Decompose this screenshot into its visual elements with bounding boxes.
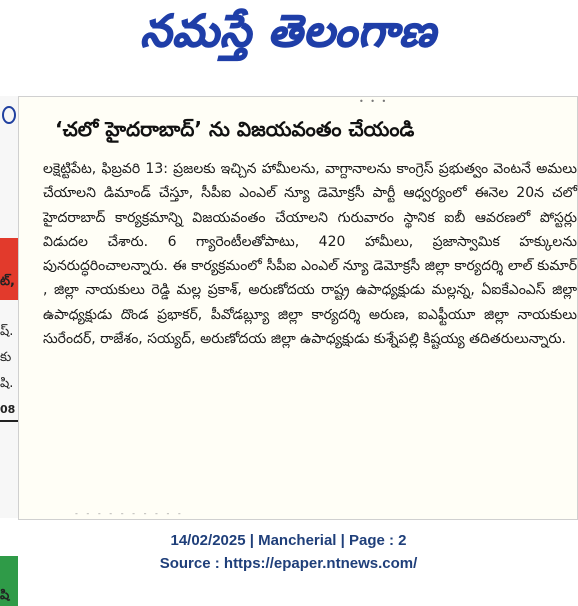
strip-fragment: ట్, [0, 274, 15, 289]
masthead [0, 0, 577, 85]
strip-fragment: 08 [0, 403, 16, 416]
adjacent-column-strip [0, 96, 18, 603]
source-link[interactable]: Source : https://epaper.ntnews.com/ [159, 555, 418, 572]
decorative-dash: - - - - - - - - - - [75, 509, 184, 518]
article-body [43, 157, 577, 351]
article-headline: ‘చలో హైదరాబాద్’ ను విజయవంతం చేయండి [55, 117, 415, 141]
strip-fragment: కు [0, 350, 12, 365]
red-block [0, 238, 18, 300]
divider [0, 420, 18, 422]
circle-icon [2, 106, 16, 124]
strip-fragment: ష్. [0, 324, 14, 339]
decorative-dash: • • • [359, 97, 389, 106]
newspaper-logo: నమస్తే తెలంగాణ [140, 6, 437, 57]
news-clipping [18, 96, 578, 520]
strip-fragment: షి. [0, 376, 14, 391]
article-paragraph: లక్షెట్టిపేట, ఫిబ్రవరి 13: ప్రజలకు ఇచ్చిన హామీలను, వాగ్దానాలను కాంగ్రెస్ ప్రభుత్వం వెంటనే అమలు చేయాలని డిమాండ్ చేస్తూ, సీపీఐ ఎంఎల్ న్యూ డెమోక్రసీ పార్టీ ఆధ్వర్యంలో ఈనెల 20న చలో హైదరాబాద్ కార్యక్రమాన్ని విజయవంతం చేయాలని గురువారం స్థానిక ఐబీ ఆవరణలో పోస్టర్లు విడుదల చేశారు. 6 గ్యారెంటీలతోపాటు, 420 హామీలు, ప్రజాస్వామిక హక్కులను పునరుద్ధరించాలన్నారు. ఈ కార్యక్రమంలో సీపీఐ ఎంఎల్ న్యూ డెమోక్రసీ జిల్లా కార్యదర్శి లాల్ కుమార్ , జిల్లా నాయకులు రెడ్డి మల్ల ప్రకాశ్, అరుణోదయ రాష్ట్ర ఉపాధ్యక్షుడు మల్లన్న, ఏఐకేఎంఎస్ జిల్లా ఉపాధ్యక్షుడు దొండ ప్రభాకర్, పీవోడబ్ల్యూ జిల్లా కార్యదర్శి అరుణ, ఐఎఫ్టీయూ జిల్లా నాయకులు సురేందర్, రాజేశం, సయ్యద్, అరుణోదయ జిల్లా ఉపాధ్యక్షుడు కుశ్నేపల్లి కిష్టయ్య తదితరులున్నారు. [43, 161, 577, 348]
publication-meta: 14/02/2025 | Mancherial | Page : 2 [170, 532, 407, 549]
strip-fragment: షి [0, 588, 10, 603]
